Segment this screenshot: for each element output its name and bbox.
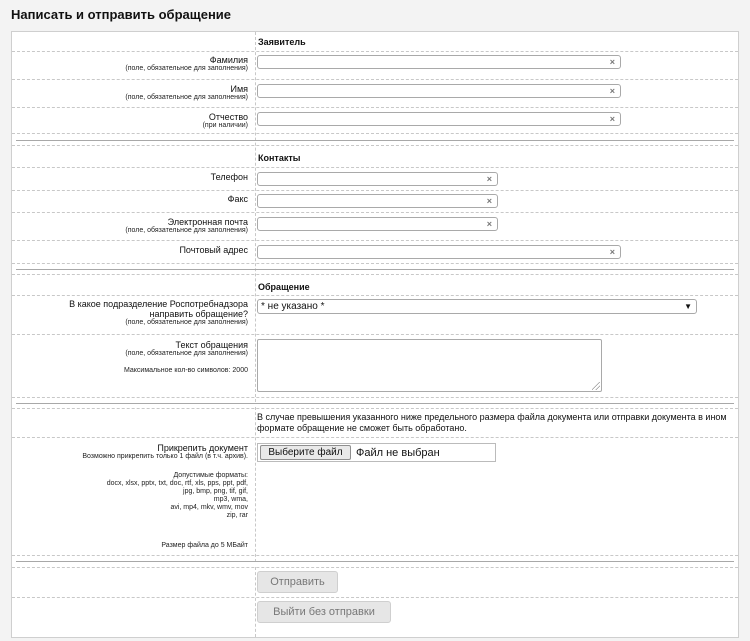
clear-icon[interactable]: × (609, 86, 615, 96)
choose-file-button[interactable]: Выберите файл (260, 445, 351, 460)
divider (12, 107, 738, 108)
section-separator (16, 561, 734, 562)
section-title-contacts: Контакты (258, 153, 301, 163)
clear-icon[interactable]: × (609, 57, 615, 67)
attachment-notice: В случае превышения указанного ниже предельного размера файла документа или отправки документа в ином формате обращение не сможет быть обработано. (257, 412, 727, 433)
name-label-text: Имя (230, 84, 248, 94)
divider (12, 145, 738, 146)
divider (12, 555, 738, 556)
allowed-formats (107, 472, 248, 520)
email-label-text: Электронная почта (167, 217, 248, 227)
surname-input[interactable] (257, 55, 621, 69)
formats-line: mp3, wma, (213, 496, 248, 503)
formats-line: jpg, bmp, png, tif, gif, (183, 488, 248, 495)
phone-input[interactable] (257, 172, 498, 186)
department-label (69, 299, 248, 327)
divider (12, 240, 738, 241)
divider (12, 79, 738, 80)
file-input[interactable] (257, 443, 496, 462)
formats-title: Допустимые форматы: (173, 472, 248, 479)
appeal-text-area[interactable] (257, 339, 602, 392)
phone-label: Телефон (210, 172, 248, 182)
size-limit: Размер файла до 5 МБайт (161, 542, 248, 549)
patronymic-label (203, 112, 248, 130)
formats-line: docx, xlsx, pptx, txt, doc, rtf, xls, pps, ppt, pdf, (106, 480, 248, 487)
name-label (125, 84, 248, 102)
clear-icon[interactable]: × (486, 196, 492, 206)
fax-input[interactable] (257, 194, 498, 208)
clear-icon[interactable]: × (486, 219, 492, 229)
divider (12, 212, 738, 213)
chevron-down-icon: ▼ (684, 302, 692, 311)
formats-line: avi, mp4, mkv, wmv, mov (170, 504, 248, 511)
text-label (124, 340, 248, 375)
fax-label: Факс (227, 194, 248, 204)
divider (12, 437, 738, 438)
exit-without-sending-button[interactable]: Выйти без отправки (257, 601, 391, 623)
clear-icon[interactable]: × (609, 114, 615, 124)
patronymic-hint: (при наличии) (202, 122, 248, 129)
clear-icon[interactable]: × (609, 247, 615, 257)
surname-label (125, 55, 248, 73)
patronymic-label-text: Отчество (208, 112, 248, 122)
section-separator (16, 140, 734, 141)
divider (12, 190, 738, 191)
file-status: Файл не выбран (356, 447, 440, 459)
surname-label-text: Фамилия (209, 55, 248, 65)
formats-line: zip, rar (226, 512, 248, 519)
page-title: Написать и отправить обращение (11, 7, 232, 22)
attachment-label (82, 443, 248, 461)
divider (12, 167, 738, 168)
name-input[interactable] (257, 84, 621, 98)
divider (12, 567, 738, 568)
column-divider (255, 407, 256, 562)
postal-input[interactable] (257, 245, 621, 259)
email-input[interactable] (257, 217, 498, 231)
submit-button[interactable]: Отправить (257, 571, 338, 593)
column-divider (255, 567, 256, 637)
department-label-line2: направить обращение? (149, 309, 248, 319)
divider (12, 295, 738, 296)
department-select[interactable] (257, 299, 697, 314)
attachment-label-text: Прикрепить документ (157, 443, 248, 453)
name-hint: (поле, обязательное для заполнения) (125, 94, 248, 101)
section-separator (16, 269, 734, 270)
email-hint: (поле, обязательное для заполнения) (125, 227, 248, 234)
text-hint: (поле, обязательное для заполнения) (125, 350, 248, 357)
section-title-appeal: Обращение (258, 282, 310, 292)
surname-hint: (поле, обязательное для заполнения) (125, 65, 248, 72)
column-divider (255, 32, 256, 402)
attachment-hint: Возможно прикрепить только 1 файл (в т.ч. архив). (82, 453, 248, 460)
postal-label: Почтовый адрес (179, 245, 248, 255)
divider (12, 397, 738, 398)
patronymic-input[interactable] (257, 112, 621, 126)
department-selected-value: * не указано * (261, 301, 325, 312)
section-separator (16, 403, 734, 404)
divider (12, 274, 738, 275)
resize-handle-icon[interactable] (592, 382, 600, 390)
divider (12, 133, 738, 134)
divider (12, 408, 738, 409)
email-label (125, 217, 248, 235)
department-hint: (поле, обязательное для заполнения) (125, 319, 248, 326)
divider (12, 263, 738, 264)
clear-icon[interactable]: × (486, 174, 492, 184)
divider (12, 597, 738, 598)
text-label-text: Текст обращения (175, 340, 248, 350)
section-title-applicant: Заявитель (258, 37, 306, 47)
max-chars-note: Максимальное кол-во символов: 2000 (123, 367, 248, 374)
divider (12, 51, 738, 52)
appeal-form (11, 31, 739, 638)
department-label-line1: В какое подразделение Роспотребнадзора (69, 299, 248, 309)
divider (12, 334, 738, 335)
